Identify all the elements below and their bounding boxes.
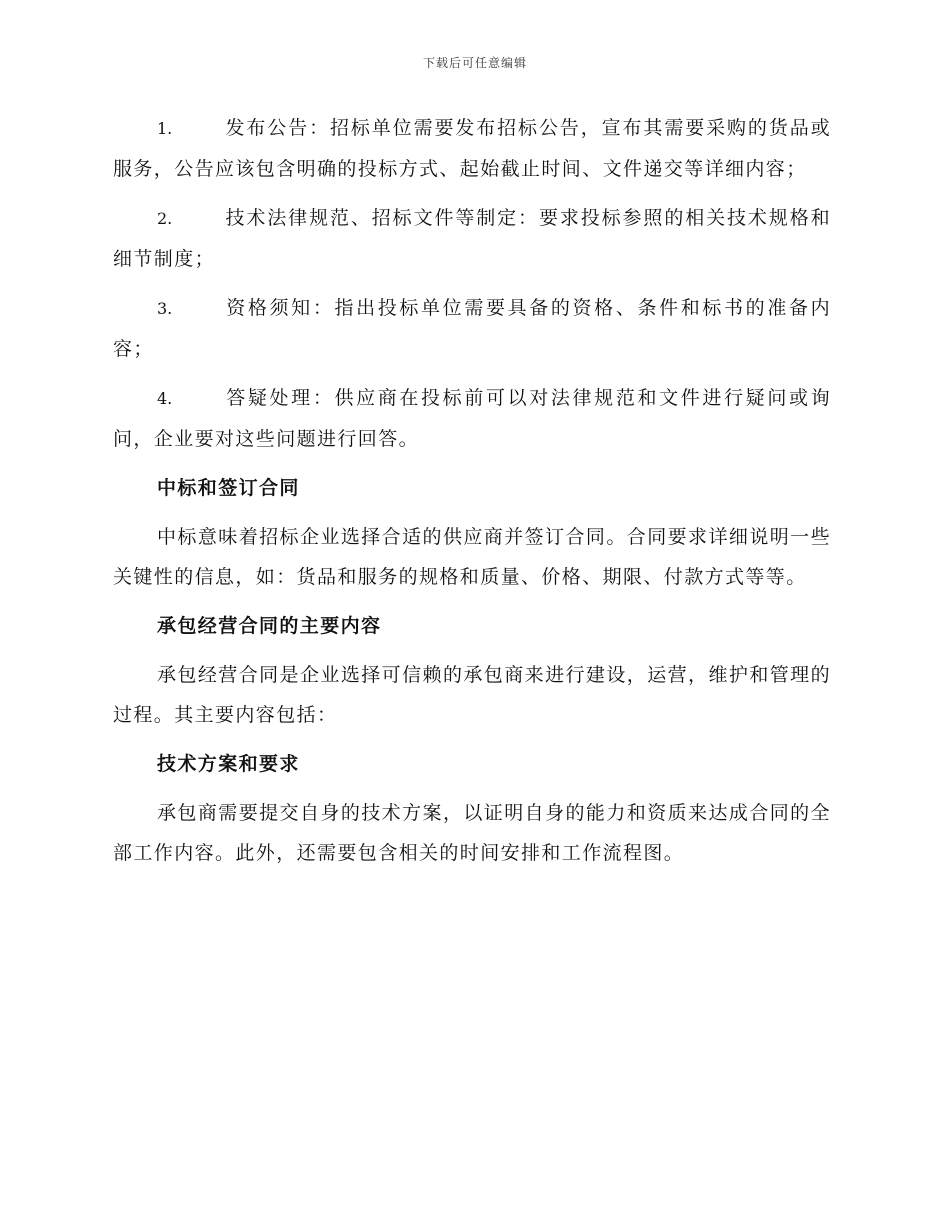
list-text: 答疑处理：供应商在投标前可以对法律规范和文件进行疑问或询问，企业要对这些问题进行回答。 bbox=[113, 387, 831, 450]
section-paragraph: 中标意味着招标企业选择合适的供应商并签订合同。合同要求详细说明一些关键性的信息，如：货品和服务的规格和质量、价格、期限、付款方式等等。 bbox=[113, 526, 831, 588]
section-heading: 中标和签订合同 bbox=[157, 477, 300, 499]
list-text: 技术法律规范、招标文件等制定：要求投标参照的相关技术规格和细节制度； bbox=[113, 207, 831, 270]
list-item bbox=[113, 288, 831, 369]
page-header: 下载后可任意编辑 bbox=[422, 56, 527, 70]
section-heading: 承包经营合同的主要内容 bbox=[157, 615, 382, 637]
section-paragraph: 承包经营合同是企业选择可信赖的承包商来进行建设，运营，维护和管理的过程。其主要内容包括： bbox=[113, 664, 831, 726]
list-number: 1. bbox=[157, 119, 173, 138]
list-number: 4. bbox=[157, 389, 173, 408]
list-number: 3. bbox=[157, 299, 173, 318]
document-body bbox=[113, 108, 831, 882]
list-number: 2. bbox=[157, 209, 173, 228]
section-paragraph: 承包商需要提交自身的技术方案，以证明自身的能力和资质来达成合同的全部工作内容。此外，还需要包含相关的时间安排和工作流程图。 bbox=[113, 802, 831, 864]
list-text: 发布公告：招标单位需要发布招标公告，宣布其需要采购的货品或服务，公告应该包含明确的投标方式、起始截止时间、文件递交等详细内容； bbox=[113, 117, 831, 180]
list-text: 资格须知：指出投标单位需要具备的资格、条件和标书的准备内容； bbox=[113, 297, 831, 360]
list-item bbox=[113, 378, 831, 459]
section-heading: 技术方案和要求 bbox=[157, 753, 300, 775]
list-item bbox=[113, 108, 831, 189]
list-item bbox=[113, 198, 831, 279]
